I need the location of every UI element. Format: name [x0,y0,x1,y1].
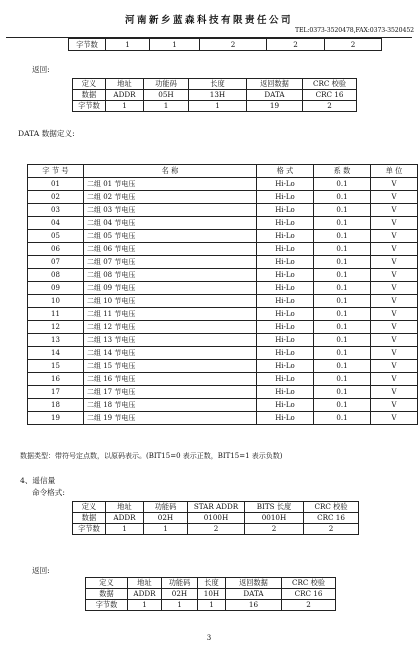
table-row [28,321,418,334]
table-cell: Hi-Lo [257,360,314,373]
table-cell: 2 [245,524,304,535]
table-cell: 0.1 [314,256,371,269]
table-cell: 2 [282,600,336,611]
command-table [72,501,359,535]
table-cell: 定义 [86,578,128,589]
table-cell: V [371,360,418,373]
tel-fax: TEL:0373-3520478,FAX:0373-3520452 [294,27,414,34]
table-cell: 二组 11 节电压 [84,308,257,321]
table-cell: CRC 校验 [304,502,359,513]
table-row [73,502,359,513]
table-cell: CRC 16 [303,90,357,101]
table-cell: Hi-Lo [257,230,314,243]
table-row [28,334,418,347]
table-cell: 14 [28,347,84,360]
table-cell: V [371,373,418,386]
table-cell: V [371,308,418,321]
table-cell: 二组 09 节电压 [84,282,257,295]
table-cell: Hi-Lo [257,321,314,334]
table-cell: Hi-Lo [257,204,314,217]
table-row [73,524,359,535]
table-row [28,360,418,373]
table-cell: 功能码 [144,502,188,513]
table-cell: 地址 [106,79,144,90]
table-cell: 2 [267,39,325,51]
table-cell: 二组 08 节电压 [84,269,257,282]
table-row [86,589,336,600]
table-cell: 2 [304,524,359,535]
table-cell: 1 [128,600,162,611]
table-row [86,600,336,611]
table-cell: 字节数 [73,524,106,535]
table-cell: V [371,399,418,412]
table-cell: 二组 13 节电压 [84,334,257,347]
table-cell: 长度 [189,79,247,90]
table-cell: 功能码 [144,79,189,90]
table-cell: 18 [28,399,84,412]
table-cell: 1 [106,101,144,112]
column-header: 字 节 号 [28,165,84,178]
table-row [28,269,418,282]
table-cell: 02H [144,513,188,524]
table-cell: 0.1 [314,282,371,295]
table-cell: 1 [144,524,188,535]
table-row [73,513,359,524]
table-cell: 05 [28,230,84,243]
table-cell: V [371,256,418,269]
table-cell: STAR ADDR [188,502,245,513]
top-bytecount-table [68,38,382,51]
table-cell: 1 [162,600,198,611]
table-cell: V [371,230,418,243]
table-cell: 二组 03 节电压 [84,204,257,217]
table-cell: 二组 15 节电压 [84,360,257,373]
table-cell: 0010H [245,513,304,524]
table-cell: DATA [247,90,303,101]
table-cell: 1 [106,39,150,51]
table-cell: 地址 [128,578,162,589]
table-cell: 2 [325,39,382,51]
table-cell: 11 [28,308,84,321]
table-cell: 定义 [73,79,106,90]
table-cell: Hi-Lo [257,412,314,425]
table-cell: 数据 [73,513,106,524]
table-cell: 定义 [73,502,106,513]
table-cell: 03 [28,204,84,217]
table-cell: BITS 长度 [245,502,304,513]
table-cell: V [371,178,418,191]
command-format-label: 命令格式: [32,488,65,497]
table-row [28,399,418,412]
table-cell: Hi-Lo [257,399,314,412]
table-cell: Hi-Lo [257,282,314,295]
table-cell: 长度 [198,578,226,589]
table-cell: 2 [303,101,357,112]
table-cell: 0.1 [314,217,371,230]
table-cell: 二组 07 节电压 [84,256,257,269]
table-cell: 功能码 [162,578,198,589]
table-cell: 04 [28,217,84,230]
return-label-2: 返回: [32,566,50,575]
table-cell: 0.1 [314,204,371,217]
table-cell: 07 [28,256,84,269]
table-cell: 15 [28,360,84,373]
table-cell: 0100H [188,513,245,524]
section-4-title: 4、遥信量 [20,476,56,485]
table-cell: 06 [28,243,84,256]
table-row [69,39,382,51]
table-cell: 13 [28,334,84,347]
table-cell: Hi-Lo [257,386,314,399]
table-cell: 17 [28,386,84,399]
table-cell: Hi-Lo [257,217,314,230]
table-cell: Hi-Lo [257,373,314,386]
table-cell: CRC 校验 [282,578,336,589]
table-row [73,79,357,90]
table-cell: 0.1 [314,412,371,425]
table-cell: Hi-Lo [257,295,314,308]
table-cell: ADDR [106,90,144,101]
table-row [28,217,418,230]
table-cell: 返回数据 [226,578,282,589]
table-row [28,347,418,360]
table-cell: V [371,347,418,360]
table-cell: Hi-Lo [257,347,314,360]
table-cell: V [371,269,418,282]
table-row [28,386,418,399]
table-cell: 0.1 [314,295,371,308]
data-type-note: 数据类型：带符号定点数，以原码表示。(BIT15=0 表示正数，BIT15=1 表示负数) [20,452,283,460]
table-cell: 0.1 [314,308,371,321]
table-cell: 2 [200,39,267,51]
table-row [28,204,418,217]
table-cell: 二组 05 节电压 [84,230,257,243]
table-cell: V [371,321,418,334]
table-row [73,101,357,112]
table-cell: 0.1 [314,334,371,347]
table-cell: 1 [189,101,247,112]
table-cell: 二组 10 节电压 [84,295,257,308]
table-row [28,243,418,256]
table-cell: 字节数 [69,39,106,51]
table-cell: Hi-Lo [257,243,314,256]
table-cell: DATA [226,589,282,600]
table-cell: 字节数 [73,101,106,112]
table-cell: V [371,243,418,256]
table-row [86,578,336,589]
data-definition-table [27,164,418,425]
table-row [28,178,418,191]
column-header: 名 称 [84,165,257,178]
table-cell: V [371,295,418,308]
table-cell: 10 [28,295,84,308]
table-row [28,373,418,386]
table-cell: V [371,217,418,230]
table-cell: 16 [226,600,282,611]
table-cell: 10H [198,589,226,600]
table-row [73,90,357,101]
table-cell: 1 [106,524,144,535]
table-header-row [28,165,418,178]
table-cell: 09 [28,282,84,295]
company-name: 河南新乡蓝森科技有限责任公司 [124,15,293,26]
table-cell: 02 [28,191,84,204]
column-header: 格 式 [257,165,314,178]
table-cell: Hi-Lo [257,191,314,204]
table-cell: V [371,386,418,399]
table-cell: V [371,412,418,425]
column-header: 系 数 [314,165,371,178]
table-cell: ADDR [106,513,144,524]
table-cell: 数据 [86,589,128,600]
return-table-1 [72,78,357,112]
table-cell: 1 [150,39,200,51]
table-cell: 0.1 [314,178,371,191]
table-cell: 二组 14 节电压 [84,347,257,360]
return-label-1: 返回: [32,65,50,74]
table-cell: 01 [28,178,84,191]
table-cell: Hi-Lo [257,178,314,191]
table-cell: CRC 校验 [303,79,357,90]
return-table-2 [85,577,336,611]
table-cell: ADDR [128,589,162,600]
table-row [28,412,418,425]
table-cell: 13H [189,90,247,101]
table-cell: 二组 16 节电压 [84,373,257,386]
table-cell: 0.1 [314,360,371,373]
table-cell: Hi-Lo [257,334,314,347]
table-cell: Hi-Lo [257,269,314,282]
table-cell: 二组 12 节电压 [84,321,257,334]
table-cell: 0.1 [314,386,371,399]
table-cell: 字节数 [86,600,128,611]
table-cell: 二组 02 节电压 [84,191,257,204]
table-cell: 0.1 [314,347,371,360]
table-cell: 二组 06 节电压 [84,243,257,256]
table-cell: 0.1 [314,321,371,334]
data-definition-title: DATA 数据定义: [18,129,75,138]
table-cell: 二组 19 节电压 [84,412,257,425]
table-cell: 16 [28,373,84,386]
table-cell: 0.1 [314,399,371,412]
table-row [28,295,418,308]
table-cell: V [371,204,418,217]
table-cell: 19 [247,101,303,112]
table-row [28,308,418,321]
table-cell: 05H [144,90,189,101]
table-cell: 1 [198,600,226,611]
table-cell: 0.1 [314,230,371,243]
table-cell: 08 [28,269,84,282]
table-cell: 二组 01 节电压 [84,178,257,191]
page-number: 3 [206,634,212,642]
table-cell: 0.1 [314,269,371,282]
table-cell: 12 [28,321,84,334]
table-cell: 02H [162,589,198,600]
table-cell: V [371,334,418,347]
table-cell: Hi-Lo [257,256,314,269]
table-cell: 19 [28,412,84,425]
table-row [28,191,418,204]
table-row [28,230,418,243]
table-cell: 二组 17 节电压 [84,386,257,399]
table-row [28,256,418,269]
table-cell: 二组 18 节电压 [84,399,257,412]
table-cell: CRC 16 [282,589,336,600]
table-cell: 数据 [73,90,106,101]
table-row [28,282,418,295]
table-cell: 0.1 [314,243,371,256]
table-cell: 返回数据 [247,79,303,90]
table-cell: V [371,282,418,295]
table-cell: Hi-Lo [257,308,314,321]
table-cell: 1 [144,101,189,112]
table-cell: 0.1 [314,191,371,204]
table-cell: 2 [188,524,245,535]
table-cell: CRC 16 [304,513,359,524]
table-cell: 二组 04 节电压 [84,217,257,230]
table-cell: V [371,191,418,204]
column-header: 单 位 [371,165,418,178]
table-cell: 地址 [106,502,144,513]
table-cell: 0.1 [314,373,371,386]
